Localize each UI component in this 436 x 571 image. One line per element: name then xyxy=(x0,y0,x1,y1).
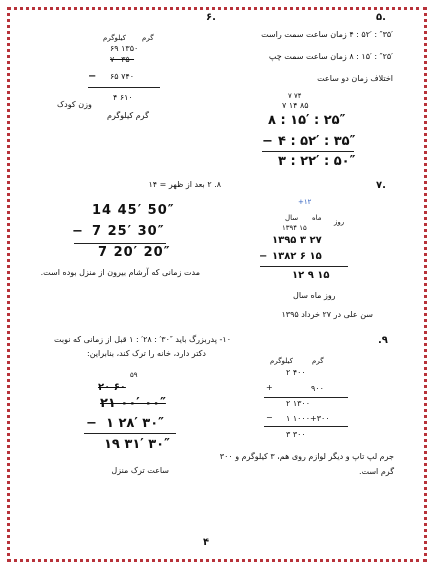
problem-7-number: ۷. xyxy=(376,180,386,191)
problem-9-number: .۹ xyxy=(378,335,388,346)
p5-row2: ۴ : ۵۲′ : ۳۵″ xyxy=(278,134,356,149)
p7-head-day: روز xyxy=(334,218,345,226)
p7-minus: − xyxy=(259,251,268,262)
p7-caption: سن علی در ۲۷ خرداد ۱۳۹۵ xyxy=(281,310,373,319)
p6-head-kg: کیلوگرم xyxy=(103,34,126,42)
p7-result-units: روز ماه سال xyxy=(293,291,336,300)
p7-head-month: ماه xyxy=(312,214,322,222)
p10-result: ۱۹ ۳۱′ ۳۰″ xyxy=(104,437,170,452)
p5-result: ۳ : ۲۲′ : ۵۰″ xyxy=(278,154,356,169)
p7-top: +۱۲ xyxy=(298,198,312,206)
p6-head-g: گرم xyxy=(142,34,154,42)
p5-row1: ۸ : ۱۵′ : ۲۵″ xyxy=(268,113,346,128)
p5-carry: ۷ ۷۴ xyxy=(288,92,302,100)
p6-rule xyxy=(88,87,160,88)
p9-row1: ۲ ۴۰۰ xyxy=(286,368,306,377)
p9-result: ۳ ۳۰۰ xyxy=(286,430,306,439)
p9-head-g: گرم xyxy=(312,357,324,365)
p9-row2: ۹۰۰ xyxy=(311,384,324,393)
p9-rule-2 xyxy=(264,426,348,427)
p9-caption-2: گرم است. xyxy=(358,467,394,476)
p5-carry2: ۷ ۱۴ ۸۵ xyxy=(282,101,309,110)
p9-minus: − xyxy=(266,413,273,422)
p6-row1: ۷۰ ۳۵۰ xyxy=(110,55,135,64)
p10-rule xyxy=(84,433,176,434)
p6-minus: − xyxy=(88,71,97,82)
p5-line2: ″۲۵′ : ۱۵′ : ۸ زمان ساعت سمت چپ xyxy=(268,52,393,61)
p8-minus: − xyxy=(72,224,84,239)
p5-minus: − xyxy=(262,134,274,149)
p6-carry: ۶۹ ۱۳۵۰ xyxy=(110,44,139,53)
p6-row2: ۶۵ ۷۴۰ xyxy=(110,72,135,81)
p7-row2: ۱۳۸۲ ۶ ۱۵ xyxy=(272,251,322,262)
p10-caption: ساعت ترک منزل xyxy=(111,466,169,475)
p8-row2: 7 25′ 30″ xyxy=(92,224,165,239)
p9-rule-1 xyxy=(264,397,348,398)
p6-units: گرم کیلوگرم xyxy=(107,111,149,120)
p10-label1: ۱۰- پدربزرگ باید ″۳۰′ : ۲۸′ : ۱ قبل از زمانی که نوبت xyxy=(54,335,231,344)
p10-minus: − xyxy=(86,416,98,431)
problem-5-number: ۵. xyxy=(376,12,386,23)
p6-caption: وزن کودک xyxy=(57,100,92,109)
p7-row1: ۱۳۹۵ ۳ ۲۷ xyxy=(272,235,322,246)
p9-plus: + xyxy=(266,383,273,392)
p9-row4: ۱ ۱۰۰۰+۳۰۰ xyxy=(286,414,330,423)
p10-row0: ۲۰ ۶۰ xyxy=(98,382,126,393)
p8-result: 7 20′ 20″ xyxy=(98,245,171,260)
p9-row3: ۲ ۱۳۰۰ xyxy=(286,399,311,408)
p8-rule xyxy=(74,243,166,244)
p5-rule xyxy=(262,151,354,152)
p7-rule xyxy=(260,266,348,267)
p7-head-year: سال xyxy=(285,214,299,222)
p7-carry: ۱۳۹۴ ۱۵ xyxy=(282,224,307,232)
p6-result: ۴ ۶۱۰ xyxy=(113,93,133,102)
p10-label2: دکتر دارد، خانه را ترک کند، بنابراین: xyxy=(87,349,206,358)
p9-head-kg: کیلوگرم xyxy=(270,357,293,365)
p5-line1: ″۳۵′ : ۵۲′ : ۴ زمان ساعت سمت راست xyxy=(261,30,393,39)
p10-row2: ۱ ۲۸′ ۳۰″ xyxy=(106,416,164,431)
p7-result: ۱۲ ۹ ۱۵ xyxy=(292,270,330,281)
problem-6-number: ۶. xyxy=(206,12,216,23)
p10-row1: ۲۱ ۰۰′ ۰۰″ xyxy=(100,396,166,411)
p10-carry: ۵۹ xyxy=(130,371,138,379)
page-border xyxy=(7,7,427,562)
p9-caption-1: جرم لپ تاپ و دیگر لوازم روی هم، ۳ کیلوگرم و ۳۰۰ xyxy=(219,452,394,461)
page-number: ۴ xyxy=(203,537,210,548)
p5-line3: اختلاف زمان دو ساعت xyxy=(317,74,393,83)
p8-label: ۸. ۲ بعد از ظهر = ۱۴ xyxy=(148,180,221,189)
p8-row1: 14 45′ 50″ xyxy=(92,203,175,218)
p8-caption: مدت زمانی که آرشام بیرون از منزل بوده است. xyxy=(40,268,200,277)
